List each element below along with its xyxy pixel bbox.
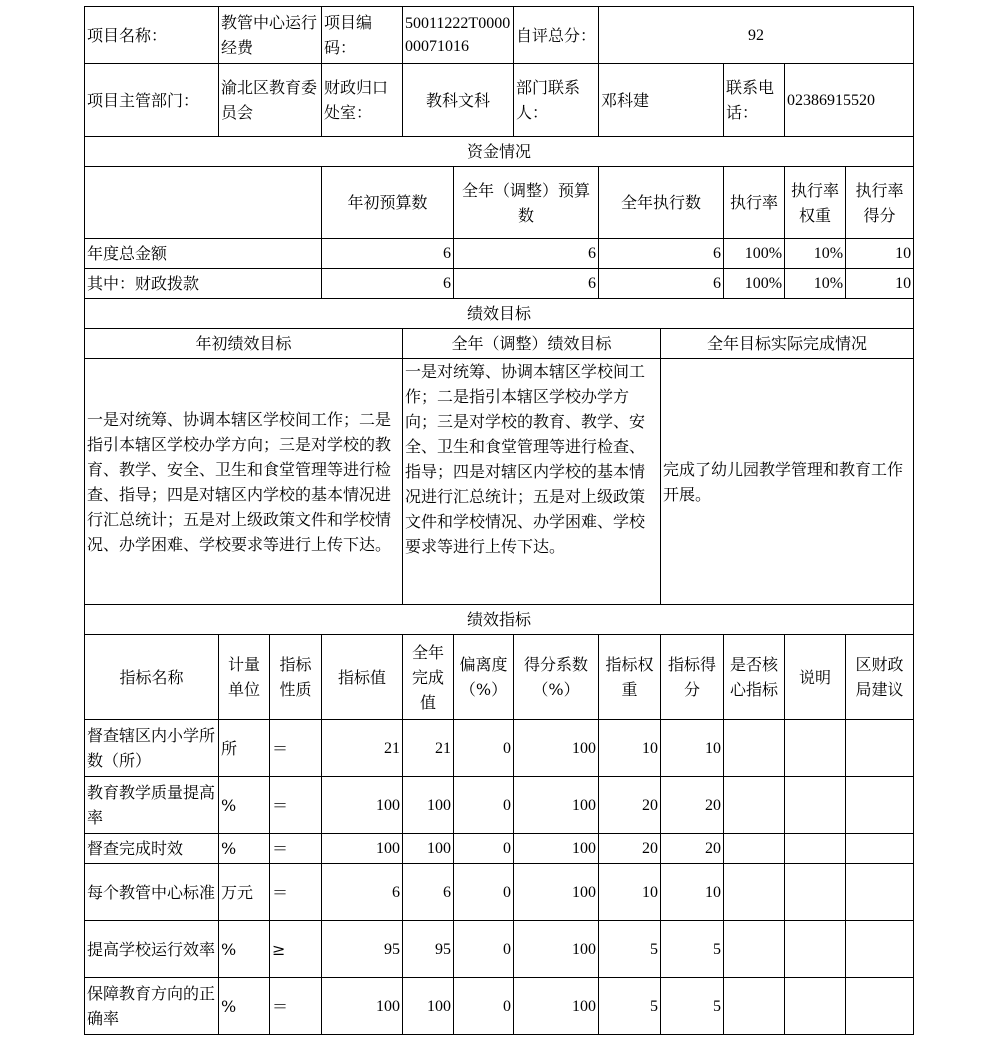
indicators-section-title: 绩效指标 bbox=[85, 605, 914, 635]
funds-blank-cell bbox=[85, 167, 322, 239]
ind-weight: 20 bbox=[599, 834, 661, 864]
goals-col-actual: 全年目标实际完成情况 bbox=[661, 329, 914, 359]
funds-col-adjusted: 全年（调整）预算数 bbox=[454, 167, 599, 239]
ind-unit: 万元 bbox=[219, 864, 270, 921]
self-score: 92 bbox=[599, 7, 914, 64]
ind-core bbox=[724, 978, 785, 1035]
finance-office-label: 财政归口处室： bbox=[322, 64, 403, 137]
funds-row-label: 其中：财政拨款 bbox=[85, 269, 322, 299]
ind-score: 5 bbox=[661, 921, 724, 978]
ind-col-value: 指标值 bbox=[322, 635, 403, 720]
ind-score: 10 bbox=[661, 720, 724, 777]
ind-col-core: 是否核心指标 bbox=[724, 635, 785, 720]
goals-col-adjusted: 全年（调整）绩效目标 bbox=[403, 329, 661, 359]
ind-nature: ＝ bbox=[270, 864, 322, 921]
ind-coef: 100 bbox=[514, 978, 599, 1035]
header-row-department bbox=[85, 64, 914, 137]
ind-deviation: 0 bbox=[454, 834, 514, 864]
ind-nature: ＝ bbox=[270, 720, 322, 777]
ind-deviation: 0 bbox=[454, 777, 514, 834]
funds-initial-value: 6 bbox=[322, 269, 454, 299]
indicator-row bbox=[85, 834, 914, 864]
funds-executed-value: 6 bbox=[599, 239, 724, 269]
ind-weight: 20 bbox=[599, 777, 661, 834]
ind-value: 100 bbox=[322, 777, 403, 834]
ind-col-weight: 指标权重 bbox=[599, 635, 661, 720]
header-row-project bbox=[85, 7, 914, 64]
ind-nature: ＝ bbox=[270, 834, 322, 864]
ind-note bbox=[785, 720, 846, 777]
indicator-row bbox=[85, 921, 914, 978]
ind-name: 提高学校运行效率 bbox=[85, 921, 219, 978]
ind-name: 督查辖区内小学所数（所） bbox=[85, 720, 219, 777]
ind-name: 督查完成时效 bbox=[85, 834, 219, 864]
ind-note bbox=[785, 978, 846, 1035]
funds-col-initial: 年初预算数 bbox=[322, 167, 454, 239]
ind-unit: % bbox=[219, 777, 270, 834]
ind-name: 每个教管中心标准 bbox=[85, 864, 219, 921]
ind-note bbox=[785, 777, 846, 834]
ind-col-name: 指标名称 bbox=[85, 635, 219, 720]
ind-unit: % bbox=[219, 921, 270, 978]
ind-completed: 95 bbox=[403, 921, 454, 978]
ind-col-note: 说明 bbox=[785, 635, 846, 720]
funds-col-rate: 执行率 bbox=[724, 167, 785, 239]
funds-section-row bbox=[85, 137, 914, 167]
ind-advice bbox=[846, 777, 914, 834]
ind-coef: 100 bbox=[514, 921, 599, 978]
ind-value: 6 bbox=[322, 864, 403, 921]
funds-weight-value: 10% bbox=[785, 239, 846, 269]
ind-deviation: 0 bbox=[454, 864, 514, 921]
ind-nature: ＝ bbox=[270, 777, 322, 834]
project-code-label: 项目编码： bbox=[322, 7, 403, 64]
ind-value: 100 bbox=[322, 978, 403, 1035]
ind-score: 20 bbox=[661, 777, 724, 834]
phone-number: 02386915520 bbox=[785, 64, 914, 137]
ind-completed: 100 bbox=[403, 777, 454, 834]
funds-score-value: 10 bbox=[846, 269, 914, 299]
ind-unit: 所 bbox=[219, 720, 270, 777]
ind-core bbox=[724, 864, 785, 921]
ind-weight: 5 bbox=[599, 921, 661, 978]
ind-nature: ≥ bbox=[270, 921, 322, 978]
goals-actual-text: 完成了幼儿园教学管理和教育工作开展。 bbox=[661, 359, 914, 605]
ind-col-advice: 区财政局建议 bbox=[846, 635, 914, 720]
project-code: 50011222T000000071016 bbox=[403, 7, 514, 64]
ind-name: 教育教学质量提高率 bbox=[85, 777, 219, 834]
goals-initial-text: 一是对统筹、协调本辖区学校间工作；二是指引本辖区学校办学方向；三是对学校的教育、教学、安全、卫生和食堂管理等进行检查、指导；四是对辖区内学校的基本情况进行汇总统计；五是对上级政策文件和学校情况、办学困难、学校要求等进行上传下达。 bbox=[85, 359, 403, 605]
funds-rate-value: 100% bbox=[724, 239, 785, 269]
dept-name: 渝北区教育委员会 bbox=[219, 64, 322, 137]
goals-adjusted-text: 一是对统筹、协调本辖区学校间工作；二是指引本辖区学校办学方向；三是对学校的教育、教学、安全、卫生和食堂管理等进行检查、指导；四是对辖区内学校的基本情况进行汇总统计；五是对上级政策文件和学校情况、办学困难、学校要求等进行上传下达。 bbox=[403, 359, 661, 605]
performance-evaluation-form bbox=[84, 6, 913, 1036]
ind-score: 10 bbox=[661, 864, 724, 921]
contact-label: 部门联系人： bbox=[514, 64, 599, 137]
goals-col-initial: 年初绩效目标 bbox=[85, 329, 403, 359]
ind-completed: 100 bbox=[403, 834, 454, 864]
funds-score-value: 10 bbox=[846, 239, 914, 269]
ind-unit: % bbox=[219, 978, 270, 1035]
indicator-row bbox=[85, 978, 914, 1035]
ind-core bbox=[724, 720, 785, 777]
funds-col-weight: 执行率权重 bbox=[785, 167, 846, 239]
self-score-label: 自评总分： bbox=[514, 7, 599, 64]
ind-score: 5 bbox=[661, 978, 724, 1035]
ind-coef: 100 bbox=[514, 864, 599, 921]
ind-weight: 5 bbox=[599, 978, 661, 1035]
ind-advice bbox=[846, 864, 914, 921]
ind-core bbox=[724, 834, 785, 864]
funds-initial-value: 6 bbox=[322, 239, 454, 269]
ind-value: 95 bbox=[322, 921, 403, 978]
ind-note bbox=[785, 921, 846, 978]
goals-header-row bbox=[85, 329, 914, 359]
project-name: 教管中心运行经费 bbox=[219, 7, 322, 64]
funds-weight-value: 10% bbox=[785, 269, 846, 299]
dept-label: 项目主管部门： bbox=[85, 64, 219, 137]
funds-header-row bbox=[85, 167, 914, 239]
ind-weight: 10 bbox=[599, 864, 661, 921]
funds-adjusted-value: 6 bbox=[454, 239, 599, 269]
ind-completed: 6 bbox=[403, 864, 454, 921]
indicators-section-row bbox=[85, 605, 914, 635]
funds-rate-value: 100% bbox=[724, 269, 785, 299]
ind-col-deviation: 偏离度（%） bbox=[454, 635, 514, 720]
ind-advice bbox=[846, 921, 914, 978]
ind-coef: 100 bbox=[514, 720, 599, 777]
ind-completed: 21 bbox=[403, 720, 454, 777]
goals-section-title: 绩效目标 bbox=[85, 299, 914, 329]
indicator-row bbox=[85, 720, 914, 777]
goals-content-row bbox=[85, 359, 914, 605]
ind-note bbox=[785, 834, 846, 864]
phone-label: 联系电话： bbox=[724, 64, 785, 137]
indicator-row bbox=[85, 864, 914, 921]
ind-coef: 100 bbox=[514, 834, 599, 864]
ind-deviation: 0 bbox=[454, 720, 514, 777]
ind-col-completed: 全年完成值 bbox=[403, 635, 454, 720]
ind-col-nature: 指标性质 bbox=[270, 635, 322, 720]
funds-executed-value: 6 bbox=[599, 269, 724, 299]
ind-deviation: 0 bbox=[454, 921, 514, 978]
indicator-row bbox=[85, 777, 914, 834]
contact-name: 邓科建 bbox=[599, 64, 724, 137]
ind-value: 21 bbox=[322, 720, 403, 777]
ind-deviation: 0 bbox=[454, 978, 514, 1035]
ind-advice bbox=[846, 978, 914, 1035]
ind-score: 20 bbox=[661, 834, 724, 864]
ind-nature: ＝ bbox=[270, 978, 322, 1035]
indicators-header-row bbox=[85, 635, 914, 720]
evaluation-table bbox=[84, 6, 914, 1035]
ind-note bbox=[785, 864, 846, 921]
goals-section-row bbox=[85, 299, 914, 329]
ind-value: 100 bbox=[322, 834, 403, 864]
ind-core bbox=[724, 777, 785, 834]
funds-adjusted-value: 6 bbox=[454, 269, 599, 299]
ind-core bbox=[724, 921, 785, 978]
funds-row-label: 年度总金额 bbox=[85, 239, 322, 269]
funds-row bbox=[85, 269, 914, 299]
funds-section-title: 资金情况 bbox=[85, 137, 914, 167]
ind-advice bbox=[846, 720, 914, 777]
funds-row bbox=[85, 239, 914, 269]
ind-unit: % bbox=[219, 834, 270, 864]
ind-col-coef: 得分系数（%） bbox=[514, 635, 599, 720]
ind-weight: 10 bbox=[599, 720, 661, 777]
ind-advice bbox=[846, 834, 914, 864]
ind-name: 保障教育方向的正确率 bbox=[85, 978, 219, 1035]
project-name-label: 项目名称： bbox=[85, 7, 219, 64]
ind-col-unit: 计量单位 bbox=[219, 635, 270, 720]
funds-col-score: 执行率得分 bbox=[846, 167, 914, 239]
ind-col-score: 指标得分 bbox=[661, 635, 724, 720]
finance-office: 教科文科 bbox=[403, 64, 514, 137]
ind-completed: 100 bbox=[403, 978, 454, 1035]
ind-coef: 100 bbox=[514, 777, 599, 834]
funds-col-executed: 全年执行数 bbox=[599, 167, 724, 239]
